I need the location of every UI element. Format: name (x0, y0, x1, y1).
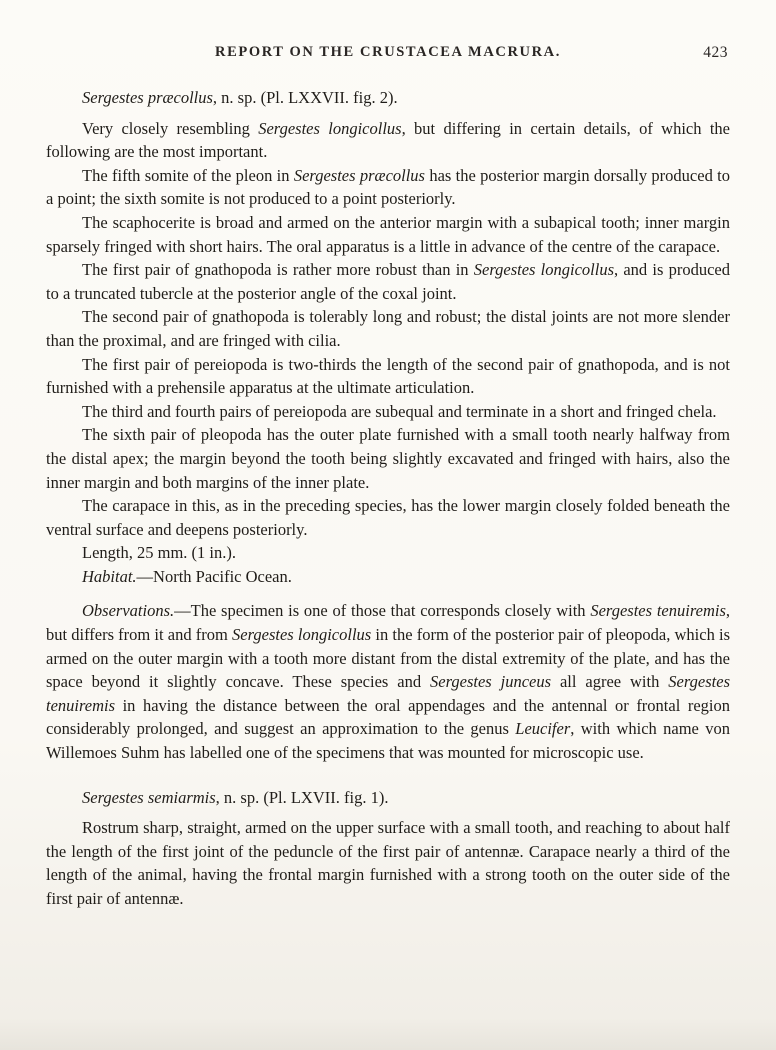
document-body (46, 86, 730, 911)
text-run: in the form of the posterior pair of pleopoda, which is armed on the outer margin with a tooth more distant from the distal extremity of the plate, and has the space beyond it slightly concave. These species and (46, 625, 731, 692)
text-run: all agree with (551, 672, 669, 692)
text-run: —North Pacific Ocean. (136, 566, 292, 586)
text-run: The first pair of gnathopoda is rather more robust than in (82, 260, 474, 280)
text-run: Sergestes longicollus (473, 260, 615, 280)
text-run: The first pair of pereiopoda is two-thirds the length of the second pair of gnathopoda, and is not furnished with a prehensile apparatus at the ultimate articulation. (46, 354, 730, 398)
paragraph-fifth-somite (46, 164, 730, 211)
text-run: Sergestes præcollus (82, 88, 213, 107)
text-run: The carapace in this, as in the preceding species, has the lower margin closely folded beneath the ventral surface and deepens posteriorly. (46, 496, 730, 539)
text-run: , with which name von Willemoes Suhm has labelled one of the specimens that was mounted for microscopic use. (46, 719, 731, 763)
text-run: Very closely resembling (82, 118, 259, 138)
text-run: Observations. (82, 601, 175, 621)
page-number: 423 (703, 44, 728, 61)
paragraph-third-fourth-pereiopoda (46, 400, 730, 424)
text-run: , but differing in certain details, of which the following are the most important. (46, 118, 730, 162)
paragraph-carapace (46, 494, 730, 541)
paragraph-first-pereiopoda (46, 353, 730, 400)
text-run: Sergestes longicollus (258, 118, 402, 138)
species-heading-semiarmis (46, 786, 730, 810)
text-run: , n. sp. (Pl. LXXVII. fig. 2). (212, 88, 398, 107)
text-run: The fifth somite of the pleon in (82, 165, 294, 185)
text-run: , and is produced to a truncated tubercle at the posterior angle of the coxal joint. (46, 260, 730, 303)
text-run: The second pair of gnathopoda is tolerably long and robust; the distal joints are not more slender than the proximal, and are fringed with cilia. (46, 307, 730, 350)
paragraph-scaphocerite (46, 211, 730, 258)
text-run: The sixth pair of pleopoda has the outer plate furnished with a small tooth nearly halfway from the distal apex; the margin beyond the tooth being slightly excavated and fringed with hairs, also the inner margin and both margins of the inner plate. (46, 425, 730, 492)
text-run: , but differs from it and from (46, 601, 730, 645)
running-title: REPORT ON THE CRUSTACEA MACRURA. (215, 44, 561, 60)
page-header (46, 44, 730, 66)
paragraph-observations (46, 599, 730, 764)
text-run: Leucifer (515, 719, 571, 739)
text-run: —The specimen is one of those that corresponds closely with (174, 601, 591, 621)
text-run: The scaphocerite is broad and armed on the anterior margin with a subapical tooth; inner margin sparsely fringed with short hairs. The oral apparatus is a little in advance of the centre of the carapace. (46, 212, 730, 256)
text-run: Sergestes semiarmis (82, 787, 216, 807)
species-heading-praecollus (46, 86, 730, 110)
text-run: in having the distance between the oral appendages and the antennal or frontal region considerably prolonged, and suggest an approximation to the genus (46, 695, 730, 739)
text-run: Sergestes longicollus (232, 625, 372, 645)
text-run: Habitat. (82, 566, 137, 586)
text-run: Sergestes junceus (430, 672, 552, 692)
paragraph-rostrum (46, 816, 730, 910)
text-run: Rostrum sharp, straight, armed on the upper surface with a small tooth, and reaching to about half the length of the first joint of the peduncle of the first pair of antennæ. Carapace nearly a third of the length of the animal, having the frontal margin furnished with a strong tooth on the outer side of the first pair of antennæ. (46, 818, 730, 908)
paragraph-resembling (46, 117, 730, 164)
text-run: Sergestes tenuiremis (590, 601, 726, 621)
text-run: Sergestes tenuiremis (46, 672, 730, 715)
text-run: Length, 25 mm. (1 in.). (82, 543, 236, 563)
paragraph-sixth-pleopoda (46, 423, 730, 494)
paragraph-second-gnathopoda (46, 305, 730, 352)
text-run: , n. sp. (Pl. LXVII. fig. 1). (215, 787, 389, 807)
paragraph-first-gnathopoda (46, 258, 730, 305)
text-run: The third and fourth pairs of pereiopoda are subequal and terminate in a short and fringed chela. (82, 401, 717, 421)
paragraph-length (46, 541, 730, 565)
paragraph-habitat (46, 565, 730, 589)
text-run: has the posterior margin dorsally produced to a point; the sixth somite is not produced to a point posteriorly. (46, 165, 730, 209)
text-run: Sergestes præcollus (293, 165, 425, 185)
